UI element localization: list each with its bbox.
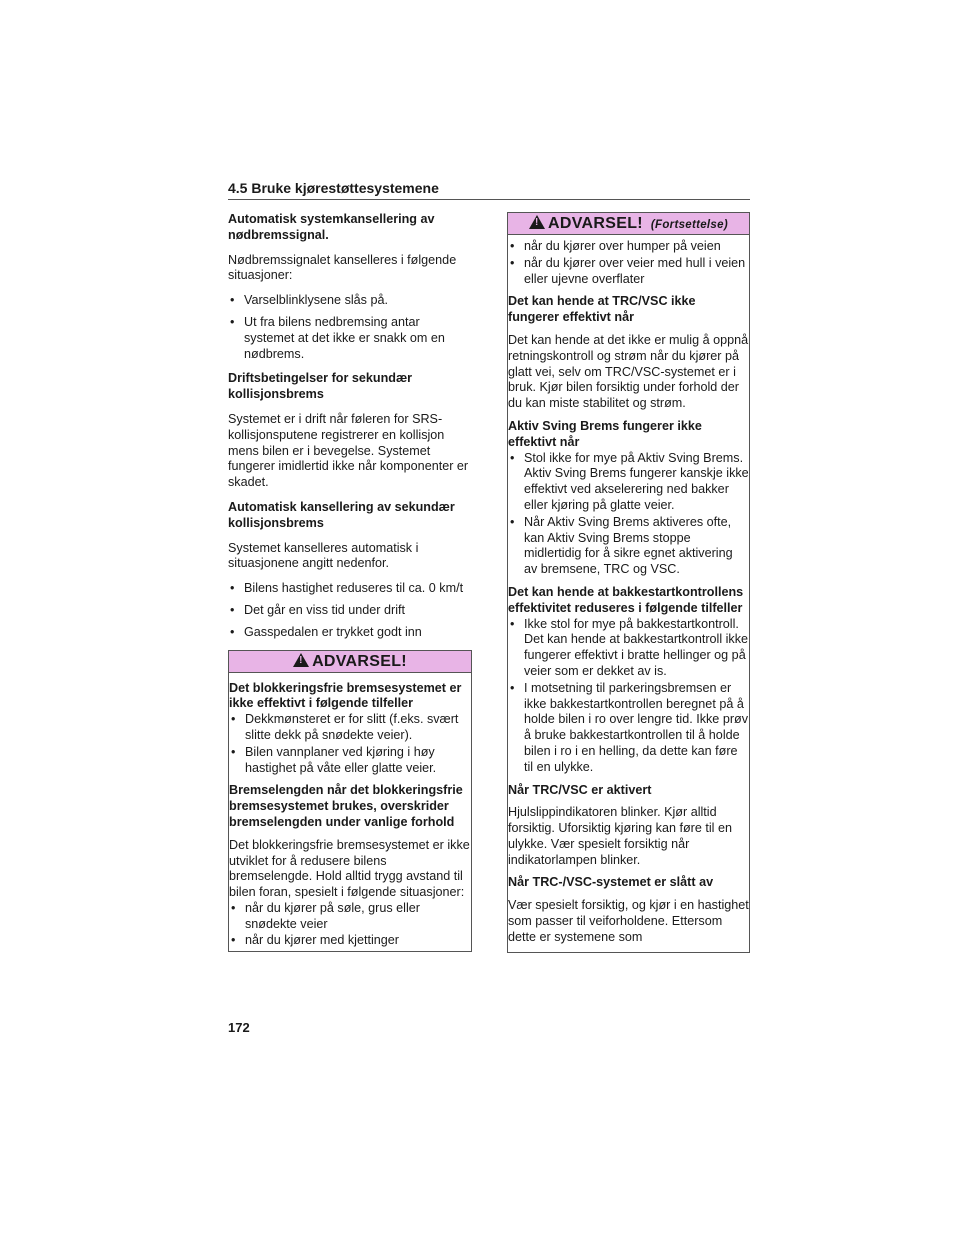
list-item: • Gasspedalen er trykket godt inn [228, 625, 472, 641]
warning-triangle-icon [529, 215, 545, 229]
warning-heading: Aktiv Sving Brems fungerer ikke effektivt når [508, 418, 702, 449]
warning-body [508, 235, 749, 946]
warning-list [508, 617, 749, 776]
warning-title: ADVARSEL! [312, 652, 407, 670]
heading-operating-conditions: Driftsbetingelser for sekundær kollisjonsbrems [228, 371, 413, 402]
warning-paragraph: Det blokkeringsfrie bremsesystemet er ikke utviklet for å redusere bilens bremselengde. Hold alltid trygg avstand til bilen foran, spesielt i følgende situasjoner: [229, 837, 470, 900]
warning-paragraph: Det kan hende at det ikke er mulig å oppnå retningskontroll og strøm når du kjører på glatt vei, selv om TRC/VSC-systemet er i bruk. Kjør bilen forsiktig under forhold der du kan miste stabilitet og strøm. [508, 332, 749, 411]
warning-box-continued [507, 212, 750, 953]
warning-heading: Det kan hende at bakkestartkontrollens effektivitet reduseres i følgende tilfeller [508, 584, 744, 615]
warning-box [228, 650, 472, 953]
list-item: • Når Aktiv Sving Brems aktiveres ofte, kan Aktiv Sving Brems stoppe midlertidig for å sikre egnet aktivering av bremsene, TRC og VSC. [508, 515, 749, 578]
heading-emergency-signal-cancel: Automatisk systemkansellering av nødbremssignal. [228, 212, 435, 242]
warning-list [508, 451, 749, 578]
paragraph: Nødbremssignalet kanselleres i følgende situasjoner: [228, 252, 457, 283]
list-item: • Ikke stol for mye på bakkestartkontroll. Det kan hende at bakkestartkontroll ikke fungerer effektivt i bratte hellinger og på veier som er dekket av is. [508, 617, 749, 680]
warning-body [229, 673, 471, 950]
page-number: 172 [228, 1020, 250, 1035]
heading-auto-cancel: Automatisk kansellering av sekundær kollisjonsbrems [228, 499, 455, 530]
warning-title-bar [508, 213, 749, 235]
warning-heading: Når TRC/VSC er aktivert [508, 782, 652, 797]
list-item: • når du kjører over humper på veien [508, 239, 749, 255]
list-item: • Ut fra bilens nedbremsing antar systemet at det ikke er snakk om en nødbrems. [228, 315, 472, 362]
section-title: 4.5 Bruke kjørestøttesystemene [228, 180, 750, 200]
list-item: • Dekkmønsteret er for slitt (f.eks. svært slitte dekk på snødekte veier). [229, 712, 471, 744]
list-cancel-conditions [228, 293, 472, 362]
list-item: • Varselblinklysene slås på. [228, 293, 472, 309]
warning-triangle-icon [293, 653, 309, 667]
warning-paragraph: Vær spesielt forsiktig, og kjør i en hastighet som passer til veiforholdene. Ettersom dette er systemene som [508, 898, 749, 944]
warning-heading: Det kan hende at TRC/VSC ikke fungerer effektivt når [508, 294, 696, 325]
warning-list [508, 239, 749, 287]
list-item: • når du kjører på søle, grus eller snødekte veier [229, 901, 471, 933]
warning-list [229, 901, 471, 949]
warning-paragraph: Hjulslippindikatoren blinker. Kjør alltid forsiktig. Uforsiktig kjøring kan føre til en ulykke. Vær spesielt forsiktig når indikatorlampen blinker. [508, 805, 732, 867]
paragraph: Systemet kanselleres automatisk i situasjonene angitt nedenfor. [228, 540, 419, 571]
warning-continued-label: (Fortsettelse) [650, 219, 728, 231]
warning-heading: Det blokkeringsfrie bremsesystemet er ikke effektivt i følgende tilfeller [229, 680, 462, 711]
list-item: • når du kjører over veier med hull i veien eller ujevne overflater [508, 256, 749, 288]
warning-title-bar [229, 651, 471, 673]
list-item: • Stol ikke for mye på Aktiv Sving Brems. Aktiv Sving Brems fungerer kanskje ikke effektivt ved akselerering ned bakker eller kjøring på glatte veier. [508, 451, 749, 514]
list-item: • I motsetning til parkeringsbremsen er ikke bakkestartkontrollen beregnet på å holde bilen i ro over lengre tid. Ikke prøv å bruke bakkestartkontrollen til å holde bilen i ro i en helling, da dette kan føre til en ulykke. [508, 681, 749, 776]
left-column [228, 212, 472, 952]
list-item: • Det går en viss tid under drift [228, 603, 472, 619]
list-item: • Bilens hastighet reduseres til ca. 0 km/t [228, 581, 472, 597]
warning-heading: Når TRC-/VSC-systemet er slått av [508, 875, 714, 890]
warning-heading: Bremselengden når det blokkeringsfrie bremsesystemet brukes, overskrider bremselengden under vanlige forhold [229, 783, 463, 829]
right-column [507, 212, 750, 953]
list-auto-cancel [228, 581, 472, 640]
warning-list [229, 712, 471, 776]
warning-title: ADVARSEL! [548, 215, 643, 232]
list-item: • når du kjører med kjettinger [229, 933, 471, 949]
paragraph: Systemet er i drift når føleren for SRS-kollisjonsputene registrerer en kollisjon mens bilen er i bevegelse. Systemet fungerer imidlertid ikke når komponenter er skadet. [228, 411, 469, 490]
list-item: • Bilen vannplaner ved kjøring i høy hastighet på våte eller glatte veier. [229, 745, 471, 777]
